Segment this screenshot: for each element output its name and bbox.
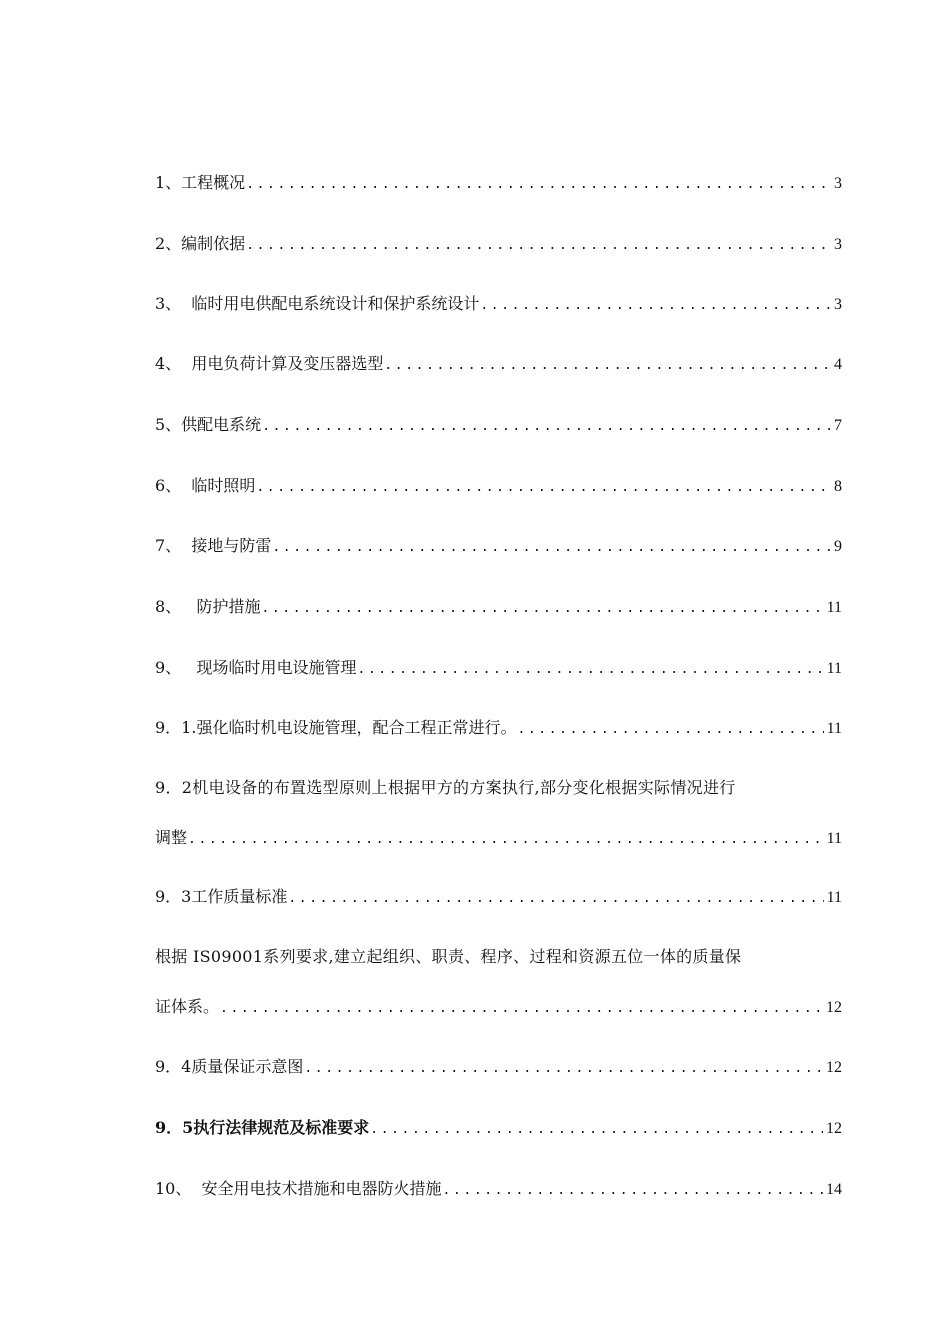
- toc-entry-title: 2、编制依据: [155, 234, 246, 253]
- toc-entry-page: 11: [826, 720, 842, 737]
- toc-entry-title-line1: 9．2机电设备的布置选型原则上根据甲方的方案执行,部分变化根据实际情况进行: [155, 778, 736, 797]
- toc-entry-page: 7: [834, 417, 842, 434]
- toc-entry-page: 11: [826, 889, 842, 906]
- toc-entry[interactable]: [155, 173, 842, 193]
- toc-entry[interactable]: [155, 476, 842, 496]
- toc-entry-title: 9、 现场临时用电设施管理: [155, 658, 357, 677]
- toc-entry-page: 11: [826, 660, 842, 677]
- toc-entry[interactable]: [155, 294, 842, 314]
- toc-entry-page: 14: [826, 1181, 842, 1198]
- toc-entry[interactable]: [155, 658, 842, 678]
- toc-leader-dots: [262, 417, 831, 437]
- toc-entry-title: 证体系。: [155, 997, 220, 1016]
- toc-entry[interactable]: [155, 887, 842, 907]
- toc-entry-title: 7、 接地与防雷: [155, 536, 272, 555]
- toc-entry-page: 3: [834, 175, 842, 192]
- toc-entry[interactable]: [155, 947, 842, 1017]
- toc-leader-dots: [272, 538, 831, 558]
- toc-entry-title: 6、 临时照明: [155, 476, 256, 495]
- toc-entry-title: 9．3工作质量标准: [155, 887, 288, 906]
- toc-entry-title: 1、工程概况: [155, 173, 246, 192]
- toc-entry[interactable]: [155, 1179, 842, 1199]
- toc-entry-page: 3: [834, 296, 842, 313]
- toc-leader-dots: [288, 889, 823, 909]
- toc-leader-dots: [370, 1120, 823, 1140]
- toc-entry-page: 8: [834, 478, 842, 495]
- toc-leader-dots: [220, 999, 823, 1019]
- toc-entry[interactable]: [155, 778, 842, 848]
- toc-leader-dots: [443, 1181, 823, 1201]
- toc-entry-page: 11: [826, 830, 842, 847]
- toc-leader-dots: [256, 478, 831, 498]
- toc-leader-dots: [357, 660, 823, 680]
- toc-entry-title: 9．5执行法律规范及标准要求: [155, 1118, 370, 1137]
- toc-entry-page: 3: [834, 236, 842, 253]
- toc-entry-title: 9．4质量保证示意图: [155, 1057, 304, 1076]
- toc-entry[interactable]: [155, 718, 842, 738]
- toc-entry[interactable]: [155, 1057, 842, 1077]
- toc-entry-title: 9．1.强化临时机电设施管理，配合工程正常进行。: [155, 718, 517, 737]
- toc-entry[interactable]: [155, 415, 842, 435]
- toc-leader-dots: [261, 599, 823, 619]
- toc-entry-title: 调整: [155, 828, 188, 847]
- toc-entry-page: 4: [834, 356, 842, 373]
- toc-entry-page: 11: [826, 599, 842, 616]
- toc-entry[interactable]: [155, 597, 842, 617]
- toc-entry-title: 5、供配电系统: [155, 415, 262, 434]
- toc-entry-page: 12: [826, 1059, 842, 1076]
- toc-leader-dots: [517, 720, 823, 740]
- toc-leader-dots: [480, 296, 831, 316]
- toc-entry-page: 12: [826, 999, 842, 1016]
- toc-entry-title-line1: 根据 IS09001系列要求,建立起组织、职责、程序、过程和资源五位一体的质量保: [155, 947, 742, 966]
- toc-entry-title: 10、 安全用电技术措施和电器防火措施: [155, 1179, 442, 1198]
- toc-leader-dots: [384, 356, 831, 376]
- toc-entry[interactable]: [155, 234, 842, 254]
- toc-entry-title: 3、 临时用电供配电系统设计和保护系统设计: [155, 294, 480, 313]
- toc-entry[interactable]: [155, 1118, 842, 1138]
- toc-leader-dots: [188, 830, 824, 850]
- toc-entry-page: 12: [826, 1120, 842, 1137]
- toc-entry-title: 4、 用电负荷计算及变压器选型: [155, 354, 384, 373]
- toc-leader-dots: [246, 236, 831, 256]
- toc-entry[interactable]: [155, 536, 842, 556]
- toc-entry-page: 9: [834, 538, 842, 555]
- toc-leader-dots: [304, 1059, 823, 1079]
- toc-entry[interactable]: [155, 354, 842, 374]
- toc-leader-dots: [246, 175, 831, 195]
- toc-entry-title: 8、 防护措施: [155, 597, 261, 616]
